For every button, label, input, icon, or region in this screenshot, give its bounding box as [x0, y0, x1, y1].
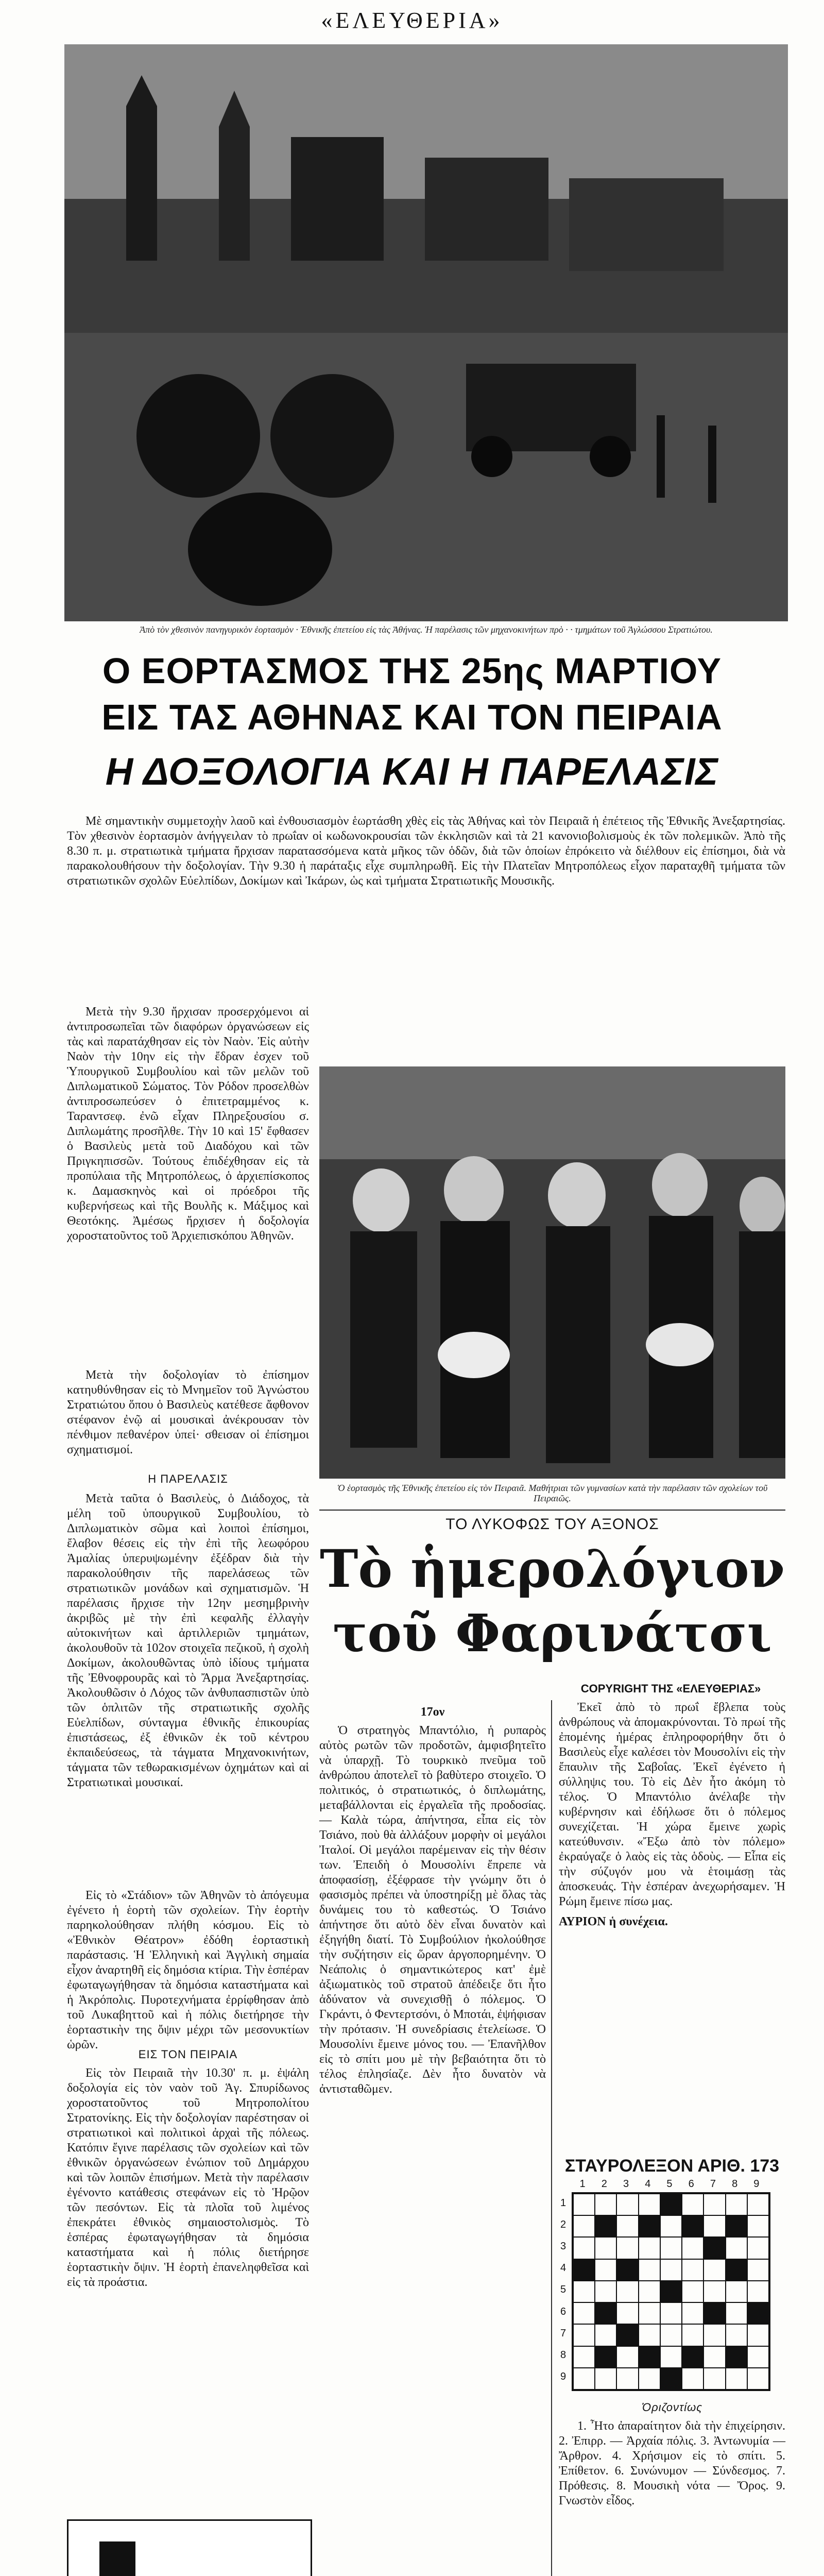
crossword-row-numbers — [560, 2192, 571, 2388]
headline-1: Ο ΕΟΡΤΑΣΜΟΣ ΤΗΣ 25ης ΜΑΡΤΙΟΥ — [102, 651, 722, 691]
crossword-col-number: 1 — [579, 2178, 586, 2190]
crossword-cell — [660, 2259, 682, 2281]
crossword-cell — [573, 2302, 595, 2324]
crossword-black-cell — [703, 2237, 725, 2259]
crossword-cell — [595, 2281, 616, 2302]
crossword-title: ΣΤΑΥΡΟΛΕΞΟΝ ΑΡΙΘ. 173 — [564, 2156, 780, 2176]
left-column-d — [67, 1888, 309, 2052]
crossword-black-cell — [595, 2302, 616, 2324]
crossword-cell — [573, 2281, 595, 2302]
crossword-cell — [639, 2281, 660, 2302]
crossword-cell — [703, 2194, 725, 2215]
crossword-cell — [747, 2237, 769, 2259]
feature-right-text: Ἐκεῖ ἀπὸ τὸ πρωΐ ἔβλεπα τοὺς ἀνθρώπους νὰ ἀπομακρύνονται. Τὸ πρωί τῆς ἐπομένης ἠμέρας ἐπληροφορήθην ὅτι ὁ Βασιλεὺς εἶχε καλέσει τὸν Μουσολίνι εἰς τὴν ἔπαυλιν τῆς Σαβοΐας. Ἐκεῖ ἐγένετο ἡ σύλληψις του. Τὸ εἰς Δὲν ἦτο ἀκόμη τὸ τέλος. Ὁ Μπαντόλιο ἀνέλαβε τὴν κυβέρνησιν καὶ ἐδήλωσε ὅτι ὁ πόλεμος συνεχίζεται. Ἡ χώρα ἔμεινε χωρὶς κατεύθυνσιν. «Ἔξω ἀπὸ τὸν πόλεμο» ἐκραύγαζε ὁ λαὸς εἰς τὰς ὁδοὺς. — Εἶπα εἰς τὴν σύζυγόν μου νὰ ἑτοιμάσῃ τὰς ἀποσκευάς. Τὴν ἑσπέραν ἀνεχωρήσαμεν. Ἡ Ρώμη ἔμεινε πίσω μας. — [559, 1701, 785, 1908]
mid-photo-caption: Ὁ ἑορτασμὸς τῆς Ἐθνικῆς ἐπετείου εἰς τὸν Πειραιᾶ. Μαθήτριαι τῶν γυμνασίων κατὰ τὴν παρέλασιν τῶν σχολείων τοῦ Πειραιῶς. — [337, 1483, 768, 1503]
column-divider — [551, 1700, 552, 2576]
crossword-black-cell — [639, 2346, 660, 2368]
crossword-col-number: 7 — [710, 2178, 716, 2190]
crossword-col-number: 5 — [666, 2178, 673, 2190]
crossword-cell — [639, 2324, 660, 2346]
left-text-d: Εἰς τὸ «Στάδιον» τῶν Ἀθηνῶν τὸ ἀπόγευμα ἐγένετο ἡ ἑορτὴ τῶν σχολείων. Τὴν ἑορτὴν παρηκολούθησαν πλήθη κόσμου. Εἰς τὸ «Ἐθνικὸν Θέατρον» ἐδόθη ἑορταστικὴ παράστασις. Ἡ Ἑλληνικὴ καὶ Ἀγγλικὴ σημαία εἶχον ἀναρτηθῆ εἰς δημόσια κτίρια. Τὴν ἑσπέραν ἐφωταγωγήθησαν τὰ δημόσια καταστήματα καὶ ἡ Ἀκρόπολις. Πυροτεχνήματα ἐρρίφθησαν ἀπὸ τοῦ Λυκαβηττοῦ καὶ ἡ πόλις διετήρησε τὴν ἑορταστικὴν της ὄψιν μέχρι τῶν μεσονυκτίων ὡρῶν. — [67, 1889, 309, 2052]
crossword-cell — [682, 2302, 703, 2324]
crossword-cell — [616, 2237, 638, 2259]
crossword-cell — [682, 2194, 703, 2215]
headline-3: Η ΔΟΞΟΛΟΓΙΑ ΚΑΙ Η ΠΑΡΕΛΑΣΙΣ — [105, 750, 719, 793]
crossword-cell — [616, 2194, 638, 2215]
installment-number: 17ον — [420, 1705, 445, 1719]
crossword-cell — [595, 2259, 616, 2281]
crossword-cell — [747, 2215, 769, 2237]
crossword-black-cell — [573, 2259, 595, 2281]
crossword-cell — [595, 2324, 616, 2346]
feature-right-column — [559, 1700, 785, 2148]
crossword-cell — [747, 2368, 769, 2389]
crossword-cell — [660, 2237, 682, 2259]
crossword-col-number: 6 — [688, 2178, 694, 2190]
advertisement-artwork — [68, 2521, 307, 2576]
top-photo-caption: Ἀπὸ τὸν χθεσινὸν πανηγυρικὸν ἑορτασμὸν · Ἐθνικῆς ἐπετείου εἰς τὰς Ἀθήνας. Ἡ παρέλασις τῶν μηχανοκινήτων πρὸ · · τμημάτων τοῦ Ἀγλώσσου Στρατιώτου. — [140, 624, 713, 635]
crossword-row-number: 1 — [560, 2197, 566, 2209]
headline-2: ΕΙΣ ΤΑΣ ΑΘΗΝΑΣ ΚΑΙ ΤΟΝ ΠΕΙΡΑΙΑ — [101, 697, 723, 737]
crossword-cell — [573, 2237, 595, 2259]
mid-photo — [319, 1066, 785, 1479]
crossword-row-number: 3 — [560, 2241, 566, 2252]
crossword-cell — [660, 2324, 682, 2346]
crossword-cell — [616, 2215, 638, 2237]
crossword-cell — [726, 2194, 747, 2215]
crossword-cell — [595, 2194, 616, 2215]
crossword-row-number: 2 — [560, 2218, 566, 2230]
crossword-black-cell — [726, 2346, 747, 2368]
crossword-col-number: 4 — [645, 2178, 651, 2190]
crossword-row-number: 9 — [560, 2371, 566, 2383]
crossword-cell — [747, 2259, 769, 2281]
crossword-cell — [703, 2281, 725, 2302]
crossword-black-cell — [660, 2194, 682, 2215]
crossword-col-number: 8 — [732, 2178, 738, 2190]
crossword-row-number: 7 — [560, 2327, 566, 2339]
feature-title-1: Τὸ ἡμερολόγιον — [319, 1538, 785, 1599]
crossword-cell — [616, 2281, 638, 2302]
crossword-cell — [747, 2324, 769, 2346]
crossword-row-number: 8 — [560, 2349, 566, 2361]
crossword-black-cell — [639, 2215, 660, 2237]
crossword-black-cell — [747, 2302, 769, 2324]
subhead-parelasis: Η ΠΑΡΕΛΑΣΙΣ — [148, 1472, 228, 1485]
crossword-black-cell — [726, 2259, 747, 2281]
crossword-cell — [639, 2194, 660, 2215]
crossword-cell — [573, 2368, 595, 2389]
crossword-clues-text: 1. Ἦτο ἀπαραίτητον διὰ τὴν ἐπιχείρησιν. 2. Ἐπιρρ. — Ἀρχαία πόλις. 3. Ἀντωνυμία — Ἄρθρον. 4. Χρήσιμον εἰς τὸ σπίτι. 5. Ἐπίθετον. 6. Συνώνυμον — Σύνδεσμος. 7. Πρόθεσις. 8. Μουσικὴ νότα — Ὄρος. 9. Γνωστὸν εἶδος. — [559, 2419, 785, 2507]
crossword-col-number: 3 — [623, 2178, 629, 2190]
crossword-black-cell — [682, 2346, 703, 2368]
crossword-cell — [573, 2194, 595, 2215]
crossword-cell — [703, 2368, 725, 2389]
crossword-cell — [682, 2281, 703, 2302]
crossword-cell — [726, 2368, 747, 2389]
crossword-black-cell — [682, 2215, 703, 2237]
left-text-b: Μετὰ τὴν δοξολογίαν τὸ ἐπίσημον κατηυθύνθησαν εἰς τὸ Μνημεῖον τοῦ Ἀγνώστου Στρατιώτου ὅπου ὁ Βασιλεὺς κατέθεσε ἄφθονον στέφανον ἐνῷ αἱ μουσικαὶ ἀνέκρουσαν τὸν πένθιμον πεθανέρον ὑπεἰ· σθεισαν οἱ ἐπίσημοι σχηματισμοί. — [67, 1368, 309, 1456]
crossword-cell — [747, 2281, 769, 2302]
crossword-black-cell — [616, 2324, 638, 2346]
crossword-col-number: 9 — [753, 2178, 760, 2190]
crossword-clues — [559, 2419, 785, 2576]
feature-top-rule — [319, 1510, 785, 1511]
crossword-row-number: 6 — [560, 2306, 566, 2317]
subhead-peiraia: ΕΙΣ ΤΟΝ ΠΕΙΡΑΙΑ — [138, 2048, 238, 2061]
top-photo — [64, 44, 788, 621]
crossword-black-cell — [616, 2259, 638, 2281]
crossword-cell — [595, 2237, 616, 2259]
crossword-cell — [703, 2259, 725, 2281]
crossword-black-cell — [660, 2368, 682, 2389]
crossword-row-number: 5 — [560, 2284, 566, 2296]
crossword-cell — [726, 2324, 747, 2346]
crossword-black-cell — [660, 2281, 682, 2302]
crossword-cell — [682, 2259, 703, 2281]
left-column-e — [67, 2066, 309, 2514]
crossword-cell — [639, 2259, 660, 2281]
crossword-cell — [573, 2324, 595, 2346]
lead-text: Μὲ σημαντικὴν συμμετοχὴν λαοῦ καὶ ἐνθουσιασμὸν ἑωρτάσθη χθὲς εἰς τὰς Ἀθήνας καὶ τὸν Πειραιᾶ ἡ ἐπέτειος τῆς Ἐθνικῆς Ἀνεξαρτησίας. Τὸν χθεσινὸν ἑορτασμὸν ἀνήγγειλαν τὸ πρωΐαν οἱ κωδωνοκρουσίαι τῶν ἐκκλησιῶν καὶ τὰ 21 κανονιοβολισμοὺς ἐκ τῶν πολεμικῶν. Ἀπὸ τῆς 8.30 π. μ. στρατιωτικὰ τμήματα ἤρχισαν παρατασσόμενα κατὰ μῆκος τῶν ὁδῶν, διὰ τῶν ὁποίων ἐπρόκειτο νὰ διέλθουν εἰς ἐπίσημοι, διὰ νὰ παρακολουθήσουν τὴν δοξολογίαν. Τὴν 9.30 ἡ παράταξις εἶχε συμπληρωθῆ. Εἰς τὴν Πλατεῖαν Μητροπόλεως εἶχον παραταχθῆ τμήματα τῶν στρατιωτικῶν σχολῶν Εὐελπίδων, Δοκίμων καὶ Ἰκάρων, ὡς καὶ τμήματα Στρατιωτικῆς Μουσικῆς. — [67, 815, 785, 888]
left-column-c — [67, 1492, 309, 1883]
left-text-c: Μετὰ ταῦτα ὁ Βασιλεὺς, ὁ Διάδοχος, τὰ μέλη τοῦ ὑπουργικοῦ Συμβουλίου, τὸ Διπλωματικὸν σῶμα καὶ λοιποὶ ἐπίσημοι, ἔλαβον θέσεις εἰς τὴν ἐπὶ τῆς λεωφόρου Ἀμαλίας ὑπερυψωμένην ἐξέδραν διὰ τὴν παρακολούθησιν τῆς παρελάσεως τῶν στρατιωτικῶν μονάδων καὶ σχηματισμῶν. Ἡ παρέλασις ἤρχισε τὴν 12ην μεσημβρινὴν ἀκριβῶς μὲ τὴν ἐπὶ κεφαλῆς ἐλλαγὴν αὐτοκινήτων καὶ ἀρτιλλεριῶν τμημάτων, ἀκολουθοῦν τὰ 102ον στοιχεῖα πεζικοῦ, ἡ σχολὴ Δοκίμων, ἀκολουθῶντας ὑπὸ ἰδίους τμήματα τῆς Ἐθνοφρουρᾶς καὶ τὸ Ἄρμα Ἀνεξαρτησίας. Ἀκολουθῶσιν ὁ Λόχος τῶν ἀνθυπασπιστῶν ὑπὸ τῶν ὁπλιτῶν τῆς στρατιωτικῆς σχολῆς Εὐελπίδων, σύνταγμα ἐθνικῆς ἐπικουρίας ἐπιστάσεως, ἐξ ἐθνικῶν ἐκ τοῦ κέντρου ἐκπαιδεύσεως, τὰ τάγματα Μηχανοκινήτων, τάγματα τῶν τεθωρακισμένων ὀχημάτων καὶ αἱ Στρατιωτικαὶ μουσικαί. — [67, 1492, 309, 1789]
crossword-grid — [572, 2192, 770, 2391]
crossword-cell — [703, 2215, 725, 2237]
crossword-cell — [682, 2237, 703, 2259]
crossword-cell — [747, 2346, 769, 2368]
crossword-clues-heading: Ὁριζοντίως — [642, 2401, 702, 2414]
left-text-a: Μετὰ τὴν 9.30 ἤρχισαν προσερχόμενοι αἱ ἀντιπροσωπεῖαι τῶν διαφόρων ὀργανώσεων εἰς τὰς καὶ παρατάχθησαν εἰς τὸν Ναὸν. Ἐἰς αὐτὴν Ναὸν τὴν 10ην εἰς τὴν ἔδραν ἐσχεν τοῦ Ὑπουργικοῦ Συμβουλίου καὶ τῶν μελῶν τοῦ Διπλωματικοῦ Σώματος. Τὸν Ρόδον προσελθὼν ἀντιπροσωπεύσεν ὁ ἐπιτετραμμένος κ. Ταραντσεφ. ἐνῶ εἶχαν Πληρεξουσίου σ. Διπλωμάτης προσῆλθε. Τὴν 10 καὶ 15' ἔφθασεν ὁ Βασιλεὺς μετὰ τοῦ Διαδόχου καὶ τῶν Πριγκηπισσῶν. Τούτους ἐπιδέχθησαν εἰς τὰ προπύλαια τῆς Μητροπόλεως, ὁ ἀρχιεπίσκοπος κ. Δαμασκηνὸς καὶ οἱ πρόεδροι τῆς κυβερνήσεως καὶ τῆς Βουλῆς κ. Μάξιμος καὶ Θεοτόκης. Ἀμέσως ἤρχισεν ἡ δοξολογία χοροστατοῦντος τοῦ Ἀρχιεπισκόπου Ἀθηνῶν. — [67, 1005, 309, 1243]
crossword-cell — [660, 2302, 682, 2324]
crossword-cell — [726, 2281, 747, 2302]
left-text-e: Εἰς τὸν Πειραιᾶ τὴν 10.30' π. μ. ἐψάλη δοξολογία εἰς τὸν ναὸν τοῦ Ἁγ. Σπυρίδωνος χοροστατοῦντος τοῦ Μητροπολίτου Στρατονίκης. Εἰς τὴν δοξολογίαν παρέστησαν οἱ στρατιωτικοὶ καὶ πολιτικοὶ ἀρχαὶ τῆς πόλεως. Κατόπιν ἔγινε παρέλασις τῶν σχολείων καὶ τῶν ἐθνικῶν ὀργανώσεων ἐνώπιον τοῦ Δημάρχου καὶ τῶν λοιπῶν ἐπισήμων. Μετὰ τὴν παρέλασιν ἐγένοντο κατάθεσις στεφάνων εἰς τὸ Ἡρῷον τῶν πεσόντων. Εἰς τὰ πλοῖα τοῦ λιμένος ἐπεκράτει ἐθνικὸς σημαιοστολισμὸς. Τὸ ἑσπέρας ἐφωταγωγήθησαν τὰ δημόσια καταστήματα καὶ ἡ πόλις διετήρησε ἑορταστικὴν ὄψιν. Ἡ ἑορτὴ ἐπανεληφθεῖσα καὶ εἰς τὰ προάστια. — [67, 2066, 309, 2289]
lead-paragraph — [67, 814, 785, 999]
advertisement — [67, 2519, 312, 2576]
crossword-cell — [660, 2215, 682, 2237]
crossword-cell — [703, 2346, 725, 2368]
crossword-cell — [682, 2324, 703, 2346]
crossword-cell — [747, 2194, 769, 2215]
crossword-black-cell — [703, 2302, 725, 2324]
crossword-cell — [616, 2368, 638, 2389]
feature-right-end: ΑΥΡΙΟΝ ἡ συνέχεια. — [559, 1915, 668, 1928]
crossword-cell — [660, 2346, 682, 2368]
crossword-cell — [639, 2368, 660, 2389]
crossword-black-cell — [595, 2346, 616, 2368]
feature-mid-column — [319, 1723, 546, 2576]
crossword-cell — [726, 2237, 747, 2259]
left-column-a — [67, 1005, 309, 1365]
crossword-cell — [703, 2324, 725, 2346]
crossword-cell — [573, 2215, 595, 2237]
crossword-col-number: 2 — [601, 2178, 607, 2190]
crossword-cell — [639, 2302, 660, 2324]
feature-mid-text: Ὁ στρατηγὸς Μπαντόλιο, ἡ ρυπαρὸς αὐτὸς ρωτῶν τῶν προδοτῶν, ἀμφισβητεῖτο νὰ ὑπαρχῇ. Τὸ τουρκικὸ πνεῦμα τοῦ ἀνθρώπου ἀποτελεῖ τὸ βαθὺτερο στοιχεῖο. Ὁ πολιτικός, ὁ στρατιωτικός, ὁ διπλωμάτης, μεταβάλλονται εἰς ἐργαλεῖα τῆς προδοσίας. — Καλὰ τώρα, ἀπήντησα, εἶπα εἰς τὸν Τσιάνο, ποὺ θὰ ἀλλάξουν μορφὴν οἱ μεγάλοι Ἰταλοί. Οἱ μεγάλοι παρέμειναν εἰς τὴν θέσιν των. Ἐπειδὴ ὁ Μουσολίνι ἔπρεπε νὰ ἀποφασίσῃ, ἐξέφρασε τὴν γνώμην ὅτι ὁ φασισμὸς πρέπει νὰ ὑποστηρίξῃ μὲ ὅλας τὰς δυνάμεις του τὸ καθεστώς. Ὁ Τσιάνο ἀπήντησε ὅτι αὐτὸ δὲν εἶναι δυνατὸν καὶ ἐξηγήθη διατί. Τὸ Συμβούλιον ἠκολούθησε τὴν συζήτησιν εἰς ὥραν ἀργοπορημένην. Ὁ Νεάπολις ὁ σημαντικώτερος κατ' ἐμὲ ἀξιωματικὸς τοῦ στρατοῦ ἀπέδειξε ὅτι ἦτο ἀδύνατον νὰ συνεχισθῇ ὁ πόλεμος. Ὁ Γκράντι, ὁ Φεντερτσόνι, ὁ Μποτάι, ἐψήφισαν τὴν πρότασιν. Ἡ συνεδρίασις ἐτελείωσε. Ὁ Μουσολίνι ἔμεινε μόνος του. — Ἐπανῆλθον εἰς τὸ σπίτι μου μὲ τὴν βεβαιότητα ὅτι τὸ τέλος ἐπλησίαζε. Δὲν ἦτο δυνατὸν νὰ ἀντισταθῶμεν. — [319, 1724, 546, 2096]
crossword-cell — [726, 2302, 747, 2324]
crossword-row-number: 4 — [560, 2262, 566, 2274]
crossword-cell — [616, 2302, 638, 2324]
feature-title-2: τοῦ Φαρινάτσι — [333, 1603, 772, 1664]
crossword-cell — [573, 2346, 595, 2368]
crossword-col-numbers — [572, 2178, 767, 2190]
crossword-black-cell — [595, 2215, 616, 2237]
crossword-cell — [595, 2368, 616, 2389]
crossword-cell — [616, 2346, 638, 2368]
copyright-line: COPYRIGHT ΤΗΣ «ΕΛΕΥΘΕΡΙΑΣ» — [580, 1682, 761, 1695]
masthead: «ΕΛΕΥΘΕΡΙΑ» — [321, 8, 503, 33]
crossword-black-cell — [726, 2215, 747, 2237]
feature-kicker: ΤΟ ΛΥΚΟΦΩΣ ΤΟΥ ΑΞΟΝΟΣ — [445, 1516, 659, 1533]
crossword-cell — [639, 2237, 660, 2259]
crossword-cell — [682, 2368, 703, 2389]
left-column-b — [67, 1368, 309, 1466]
